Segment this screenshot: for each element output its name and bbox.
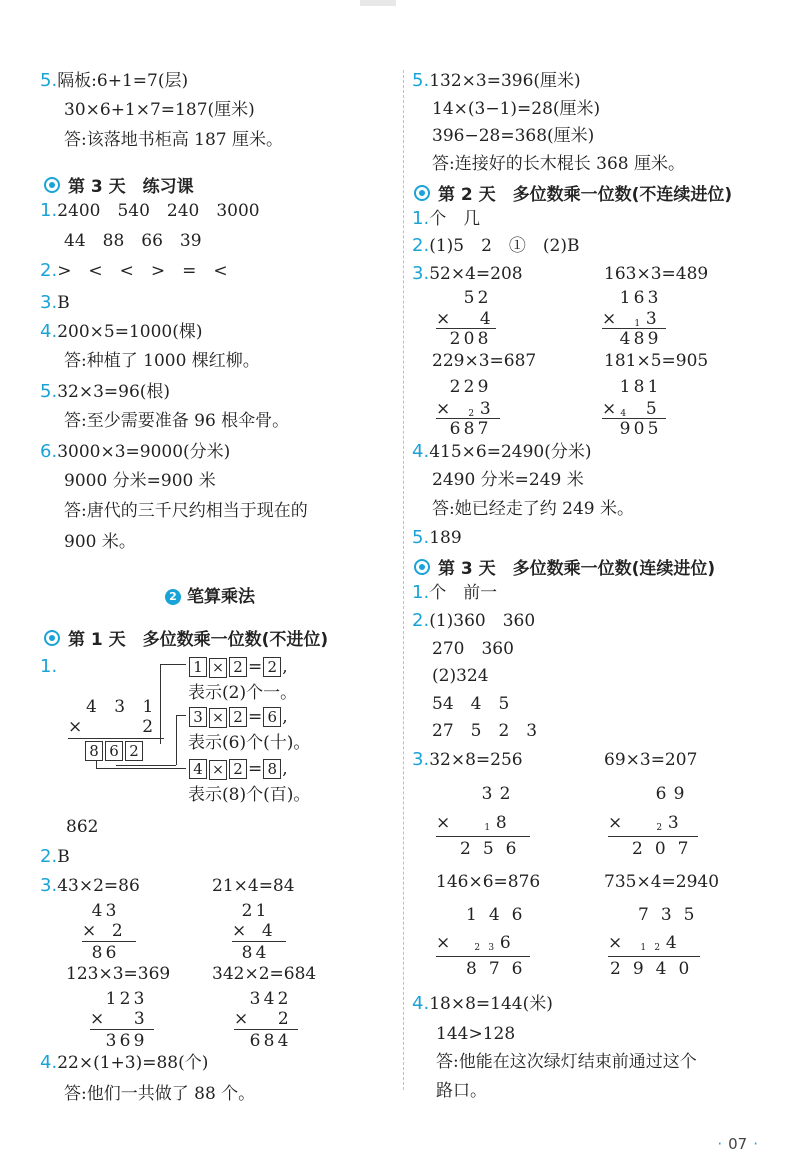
v-32x8-res: 256: [460, 839, 529, 859]
v-229x3-top: 2 2 9: [449, 377, 489, 397]
d2-q3-d: 181×5=905: [604, 351, 709, 371]
d2-q3-b: 163×3=489: [604, 264, 709, 284]
wire-3-h: [96, 768, 186, 769]
left-p2: 2.> < < > = <: [40, 260, 228, 281]
d1-q3-d: 342×2=684: [212, 964, 317, 984]
ring-bullet-icon: [44, 630, 60, 646]
left-p6-line1: 6.3000×3=9000(分米): [40, 441, 231, 462]
v-32x8-top: 3 2: [481, 784, 511, 804]
d1-box-row1: 1 × 2 = 2 ,: [188, 656, 288, 678]
v-163x3-top: 1 6 3: [619, 288, 659, 308]
v-735x4-res: 2940: [610, 959, 702, 979]
d2-q4-line3: 答:她已经走了约 249 米。: [432, 499, 634, 519]
d3-q3-c: 146×6=876: [436, 872, 541, 892]
d3-q3-b: 69×3=207: [604, 750, 698, 770]
d1-show1: 表示(2)个一。: [188, 683, 298, 703]
d1-vertical-top: 4 3 1: [86, 697, 160, 717]
right-q5-line2: 14×(3−1)=28(厘米): [432, 99, 601, 119]
left-p6-line4: 900 米。: [64, 532, 136, 552]
day1-header: 第 1 天 多位数乘一位数(不进位): [44, 625, 328, 650]
d3-q4-line3: 答:他能在这次绿灯结束前通过这个: [436, 1052, 697, 1072]
d1-vertical-bar: [68, 738, 164, 739]
v-52x4-res: 2 0 8: [449, 329, 489, 349]
d3-q4-line2: 144>128: [436, 1024, 516, 1044]
d1-q3-a: 3.43×2=86: [40, 875, 140, 896]
v-342x2-mul: × 2: [234, 1009, 289, 1029]
v-69x3-bar: [608, 836, 698, 837]
wire-2-b: [116, 765, 176, 766]
d2-q4-line2: 2490 分米=249 米: [432, 470, 584, 490]
section-number-badge: 2: [165, 589, 181, 605]
v-69x3-res: 207: [632, 839, 701, 859]
d2-q1: 1.个 几: [412, 208, 481, 229]
v-32x8-mul: × 1 8: [436, 813, 507, 833]
wire-1-v: [160, 664, 161, 744]
v-21x4-mul: × 4: [232, 921, 273, 941]
d3-q2-a: 2.(1)360 360: [412, 610, 536, 631]
wire-3-v: [96, 760, 97, 768]
v-163x3-mul: × 1 3: [602, 309, 657, 329]
left-p5-line2: 答:至少需要准备 96 根伞骨。: [64, 411, 290, 431]
d2-q4-line1: 4.415×6=2490(分米): [412, 441, 592, 462]
v-146x6-top: 146: [466, 905, 535, 925]
d1-box-row3: 4 × 2 = 8 ,: [188, 758, 288, 780]
left-q5-line2: 30×6+1×7=187(厘米): [64, 100, 255, 120]
left-p6-line3: 答:唐代的三千尺约相当于现在的: [64, 501, 308, 521]
d2-q3-c: 229×3=687: [432, 351, 537, 371]
left-p3: 3.B: [40, 292, 70, 313]
ring-bullet-icon: [414, 559, 430, 575]
d1-show3: 表示(8)个(百)。: [188, 785, 311, 805]
d1-show2: 表示(6)个(十)。: [188, 733, 311, 753]
left-p4-line2: 答:种植了 1000 棵红柳。: [64, 351, 260, 371]
d1-vertical-mul: × 2: [68, 717, 154, 737]
v-735x4-mul: × 1 2 4: [608, 933, 677, 953]
v-181x5-res: 9 0 5: [619, 419, 659, 439]
v-43x2-res: 8 6: [91, 943, 117, 963]
ring-bullet-icon: [414, 185, 430, 201]
left-p6-line2: 9000 分米=900 米: [64, 471, 216, 491]
v-123x3-top: 1 2 3: [105, 989, 145, 1009]
v-43x2-mul: × 2: [82, 921, 123, 941]
v-229x3-res: 6 8 7: [449, 419, 489, 439]
top-tab-mark: [360, 0, 396, 6]
left-q5-line3: 答:该落地书柜高 187 厘米。: [64, 130, 283, 150]
section-title-written-multiplication: 2 笔算乘法: [165, 582, 255, 607]
left-d1-q1-number: 1.: [40, 656, 58, 677]
day2-header: 第 2 天 多位数乘一位数(不连续进位): [414, 180, 732, 205]
page-number: · 07 ·: [717, 1135, 758, 1153]
v-21x4-res: 8 4: [241, 943, 267, 963]
v-52x4-mul: × 4: [436, 309, 491, 329]
left-p4-line1: 4.200×5=1000(棵): [40, 321, 203, 342]
v-69x3-top: 6 9: [655, 784, 685, 804]
v-342x2-top: 3 4 2: [249, 989, 289, 1009]
d2-q2: 2.(1)5 2 ① (2)B: [412, 235, 580, 256]
d3-q3-d: 735×4=2940: [604, 872, 720, 892]
left-p1-line1: 1.2400 540 240 3000: [40, 200, 260, 221]
v-163x3-res: 4 8 9: [619, 329, 659, 349]
v-342x2-res: 6 8 4: [249, 1031, 289, 1051]
d3-q3-a: 3.32×8=256: [412, 749, 523, 770]
v-229x3-mul: × 2 3: [436, 399, 491, 419]
d3-q4-line4: 路口。: [436, 1081, 487, 1101]
v-146x6-res: 876: [466, 959, 535, 979]
d1-q4-line2: 答:他们一共做了 88 个。: [64, 1084, 256, 1104]
d3-q2-d: 54 4 5: [432, 694, 510, 714]
d1-q3-b: 21×4=84: [212, 876, 295, 896]
v-735x4-bar: [608, 956, 700, 957]
right-q5-line1: 5.132×3=396(厘米): [412, 70, 581, 91]
right-q5-line4: 答:连接好的长木棍长 368 厘米。: [432, 154, 685, 174]
wire-2-h: [176, 715, 186, 716]
v-146x6-bar: [436, 956, 530, 957]
d1-q2: 2.B: [40, 846, 70, 867]
column-divider: [403, 70, 404, 1090]
d3-q2-b: 270 360: [432, 639, 514, 659]
d3-q1: 1.个 前一: [412, 582, 498, 603]
d1-862: 862: [66, 817, 99, 837]
day3-carry-header: 第 3 天 多位数乘一位数(连续进位): [414, 554, 715, 579]
v-43x2-top: 4 3: [91, 901, 117, 921]
right-q5-line3: 396−28=368(厘米): [432, 126, 595, 146]
v-32x8-bar: [436, 836, 530, 837]
v-123x3-mul: × 3: [90, 1009, 145, 1029]
wire-1-h: [160, 664, 186, 665]
d1-box-row2: 3 × 2 = 6 ,: [188, 706, 288, 728]
day3-practice-header: 第 3 天 练习课: [44, 172, 194, 197]
d3-q2-e: 27 5 2 3: [432, 721, 538, 741]
left-p5-line1: 5.32×3=96(根): [40, 381, 171, 402]
d2-q5: 5.189: [412, 527, 462, 548]
ring-bullet-icon: [44, 177, 60, 193]
d1-q4-line1: 4.22×(1+3)=88(个): [40, 1052, 209, 1073]
d1-q3-c: 123×3=369: [66, 964, 171, 984]
d2-q3-a: 3.52×4=208: [412, 263, 523, 284]
v-181x5-mul: × 4 5: [602, 399, 657, 419]
wire-2-v: [176, 715, 177, 765]
d1-vertical-result: 8 6 2: [84, 740, 144, 762]
v-21x4-top: 2 1: [241, 901, 267, 921]
v-52x4-top: 5 2: [463, 288, 489, 308]
v-123x3-res: 3 6 9: [105, 1031, 145, 1051]
d3-q4-line1: 4.18×8=144(米): [412, 993, 553, 1014]
v-69x3-mul: × 2 3: [608, 813, 679, 833]
v-735x4-top: 735: [638, 905, 707, 925]
v-146x6-mul: × 2 3 6: [436, 933, 511, 953]
v-181x5-top: 1 8 1: [619, 377, 659, 397]
d3-q2-c: (2)324: [432, 666, 489, 686]
left-p1-line2: 44 88 66 39: [64, 231, 202, 251]
left-q5-line1: 5.隔板:6+1=7(层): [40, 70, 189, 91]
